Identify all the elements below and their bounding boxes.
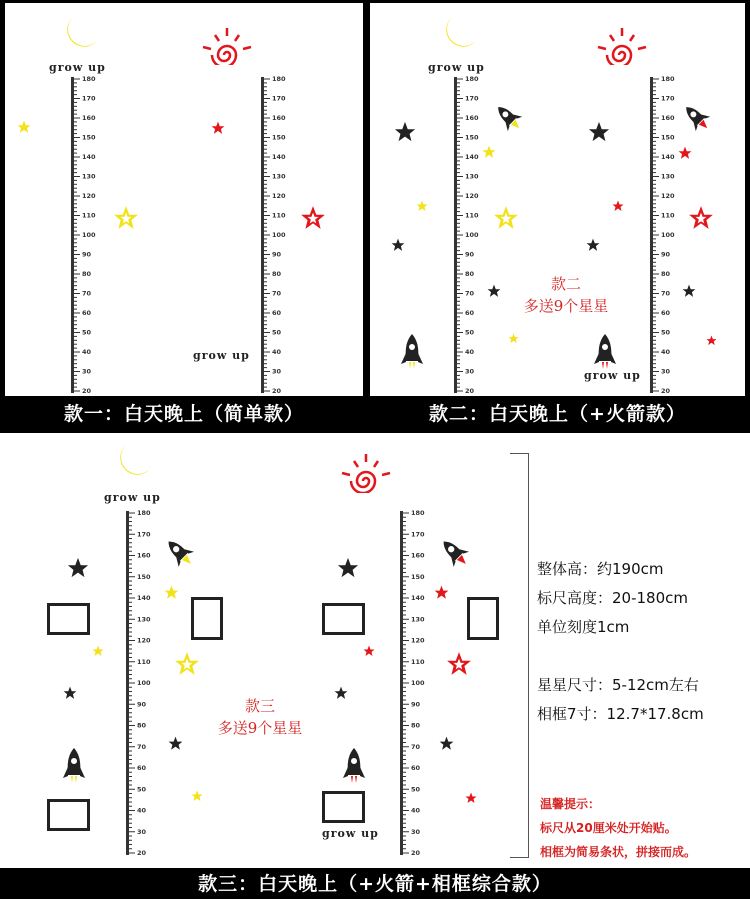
ruler-label: 80 xyxy=(272,270,282,279)
moon-icon xyxy=(57,15,99,51)
ruler-label: 70 xyxy=(465,289,475,298)
ruler-label: 100 xyxy=(661,231,675,240)
ruler-label: 20 xyxy=(137,849,147,857)
star-outline-icon xyxy=(113,205,139,231)
ruler-bar xyxy=(71,77,74,393)
star-icon xyxy=(67,557,89,579)
rocket-icon xyxy=(61,747,87,785)
ruler-label: 60 xyxy=(137,764,147,773)
panel-style-three xyxy=(0,433,750,868)
ruler-label: 180 xyxy=(661,75,675,84)
ruler-label: 120 xyxy=(661,192,675,201)
rocket-icon xyxy=(437,535,473,571)
ruler-label: 50 xyxy=(411,785,421,794)
ruler-label: 160 xyxy=(272,114,286,123)
photo-frame xyxy=(47,799,90,831)
ruler-label: 80 xyxy=(137,721,147,730)
ruler-label: 30 xyxy=(465,367,475,376)
ruler-label: 120 xyxy=(465,192,479,201)
ruler-label: 90 xyxy=(82,250,92,259)
ruler-label: 140 xyxy=(411,594,425,603)
caption-style-three: 款三：白天晚上（+火箭+相框综合款） xyxy=(0,869,750,899)
ruler-label: 50 xyxy=(137,785,147,794)
grow-up-label: grow up xyxy=(584,369,641,382)
ruler-label: 60 xyxy=(465,309,475,318)
ruler-label: 150 xyxy=(661,133,675,142)
rocket-icon xyxy=(341,747,367,785)
star-icon xyxy=(434,585,449,600)
ruler-label: 140 xyxy=(82,153,96,162)
promo-line-2: 多送9个星星 xyxy=(523,297,609,315)
ruler-label: 100 xyxy=(465,231,479,240)
ruler-label: 170 xyxy=(465,94,479,103)
ruler-label: 80 xyxy=(82,270,92,279)
grow-up-label: grow up xyxy=(428,61,485,74)
promo-line-2: 多送9个星星 xyxy=(217,719,303,737)
star-icon xyxy=(678,146,692,160)
star-icon xyxy=(465,792,477,804)
star-icon xyxy=(612,200,624,212)
ruler-label: 180 xyxy=(82,75,96,84)
ruler-label: 80 xyxy=(411,721,421,730)
promo-line-1: 款三 xyxy=(244,697,275,715)
ruler-label: 30 xyxy=(272,367,282,376)
ruler-label: 80 xyxy=(661,270,671,279)
ruler-label: 110 xyxy=(82,211,96,220)
ruler-label: 150 xyxy=(272,133,286,142)
photo-frame xyxy=(47,603,90,635)
ruler-label: 40 xyxy=(465,348,475,357)
ruler-label: 50 xyxy=(82,328,92,337)
ruler-label: 100 xyxy=(82,231,96,240)
ruler-label: 130 xyxy=(661,172,675,181)
star-icon xyxy=(168,736,183,751)
ruler-label: 170 xyxy=(411,530,425,539)
height-ruler-right xyxy=(392,507,432,857)
ruler-label: 20 xyxy=(82,387,92,395)
ruler-label: 170 xyxy=(272,94,286,103)
ruler-label: 140 xyxy=(272,153,286,162)
spec-frame-size: 相框7寸：12.7*17.8cm xyxy=(537,705,704,723)
spec-total-height: 整体高：约190cm xyxy=(537,560,664,578)
star-icon xyxy=(337,557,359,579)
rocket-icon xyxy=(492,101,526,135)
star-outline-icon xyxy=(688,205,714,231)
ruler-label: 30 xyxy=(82,367,92,376)
ruler-label: 180 xyxy=(137,509,151,518)
height-ruler-left xyxy=(446,73,486,395)
ruler-bar xyxy=(650,77,653,393)
ruler-label: 50 xyxy=(272,328,282,337)
grow-up-label: grow up xyxy=(104,491,161,504)
ruler-label: 110 xyxy=(272,211,286,220)
ruler-label: 120 xyxy=(411,636,425,645)
star-icon xyxy=(164,585,179,600)
promo-line-1: 款二 xyxy=(550,275,581,293)
ruler-label: 100 xyxy=(411,679,425,688)
ruler-label: 70 xyxy=(411,742,421,751)
sun-icon xyxy=(336,451,396,493)
promo-text xyxy=(200,695,320,739)
ruler-label: 70 xyxy=(272,289,282,298)
star-icon xyxy=(191,790,203,802)
star-outline-icon xyxy=(174,651,200,677)
star-icon xyxy=(487,284,501,298)
ruler-label: 170 xyxy=(137,530,151,539)
star-icon xyxy=(586,238,600,252)
ruler-label: 130 xyxy=(272,172,286,181)
ruler-label: 140 xyxy=(137,594,151,603)
star-outline-icon xyxy=(300,205,326,231)
rocket-icon xyxy=(399,333,425,371)
ruler-label: 130 xyxy=(137,615,151,624)
height-ruler-right xyxy=(253,73,293,395)
ruler-label: 20 xyxy=(272,387,282,395)
ruler-label: 30 xyxy=(661,367,671,376)
ruler-label: 170 xyxy=(82,94,96,103)
moon-icon xyxy=(110,443,152,479)
promo-text xyxy=(506,273,626,317)
spec-ruler-height: 标尺高度：20-180cm xyxy=(537,589,688,607)
ruler-label: 70 xyxy=(661,289,671,298)
ruler-label: 30 xyxy=(411,827,421,836)
ruler-bar xyxy=(454,77,457,393)
ruler-label: 140 xyxy=(661,153,675,162)
photo-frame xyxy=(322,603,365,635)
star-icon xyxy=(92,645,104,657)
ruler-label: 40 xyxy=(137,806,147,815)
ruler-label: 160 xyxy=(411,551,425,560)
ruler-label: 180 xyxy=(465,75,479,84)
height-ruler-right xyxy=(642,73,682,395)
ruler-label: 50 xyxy=(465,328,475,337)
star-icon xyxy=(63,686,77,700)
ruler-label: 40 xyxy=(272,348,282,357)
ruler-label: 110 xyxy=(411,657,425,666)
height-ruler-left xyxy=(118,507,158,857)
ruler-label: 130 xyxy=(82,172,96,181)
ruler-label: 20 xyxy=(661,387,671,395)
star-icon xyxy=(588,121,610,143)
ruler-label: 90 xyxy=(272,250,282,259)
ruler-label: 150 xyxy=(82,133,96,142)
star-icon xyxy=(439,736,454,751)
ruler-label: 40 xyxy=(411,806,421,815)
ruler-label: 60 xyxy=(661,309,671,318)
sun-icon xyxy=(197,25,257,65)
ruler-label: 160 xyxy=(465,114,479,123)
photo-frame xyxy=(467,597,499,640)
star-icon xyxy=(363,645,375,657)
ruler-label: 60 xyxy=(411,764,421,773)
photo-frame xyxy=(191,597,223,640)
caption-style-one: 款一：白天晚上（简单款） xyxy=(5,399,363,429)
star-icon xyxy=(391,238,405,252)
dimension-bracket xyxy=(510,453,529,858)
spec-unit-scale: 单位刻度1cm xyxy=(537,618,630,636)
ruler-label: 150 xyxy=(465,133,479,142)
ruler-label: 100 xyxy=(137,679,151,688)
photo-frame xyxy=(322,791,365,823)
grow-up-label: grow up xyxy=(49,61,106,74)
ruler-label: 60 xyxy=(82,309,92,318)
grow-up-label: grow up xyxy=(193,349,250,362)
ruler-label: 130 xyxy=(465,172,479,181)
rocket-icon xyxy=(592,333,618,371)
caption-style-two: 款二：白天晚上（+火箭款） xyxy=(370,399,745,429)
spec-star-size: 星星尺寸：5-12cm左右 xyxy=(537,676,699,694)
ruler-label: 170 xyxy=(661,94,675,103)
ruler-label: 120 xyxy=(137,636,151,645)
ruler-bar xyxy=(126,511,129,855)
ruler-label: 80 xyxy=(465,270,475,279)
ruler-label: 20 xyxy=(465,387,475,395)
ruler-bar xyxy=(400,511,403,855)
ruler-label: 160 xyxy=(137,551,151,560)
ruler-label: 60 xyxy=(272,309,282,318)
star-icon xyxy=(17,120,31,134)
ruler-label: 90 xyxy=(661,250,671,259)
ruler-label: 140 xyxy=(465,153,479,162)
ruler-label: 90 xyxy=(411,700,421,709)
rocket-icon xyxy=(680,101,714,135)
ruler-label: 130 xyxy=(411,615,425,624)
ruler-label: 90 xyxy=(137,700,147,709)
sun-icon xyxy=(592,25,652,65)
star-icon xyxy=(682,284,696,298)
ruler-label: 160 xyxy=(661,114,675,123)
tip-line-2: 相框为简易条状，拼接而成。 xyxy=(540,845,697,859)
ruler-label: 40 xyxy=(661,348,671,357)
moon-icon xyxy=(436,15,478,51)
star-icon xyxy=(394,121,416,143)
ruler-label: 70 xyxy=(82,289,92,298)
ruler-label: 90 xyxy=(465,250,475,259)
ruler-label: 110 xyxy=(465,211,479,220)
ruler-label: 120 xyxy=(272,192,286,201)
ruler-label: 50 xyxy=(661,328,671,337)
star-icon xyxy=(211,121,225,135)
ruler-label: 70 xyxy=(137,742,147,751)
ruler-label: 150 xyxy=(411,572,425,581)
ruler-label: 150 xyxy=(137,572,151,581)
tip-line-1: 标尺从20厘米处开始贴。 xyxy=(540,821,677,835)
grow-up-label: grow up xyxy=(322,827,379,840)
ruler-label: 40 xyxy=(82,348,92,357)
ruler-label: 20 xyxy=(411,849,421,857)
star-outline-icon xyxy=(493,205,519,231)
star-icon xyxy=(334,686,348,700)
ruler-label: 110 xyxy=(661,211,675,220)
ruler-label: 180 xyxy=(411,509,425,518)
ruler-label: 30 xyxy=(137,827,147,836)
ruler-bar xyxy=(261,77,264,393)
ruler-label: 180 xyxy=(272,75,286,84)
panel-style-two xyxy=(370,3,745,396)
ruler-label: 110 xyxy=(137,657,151,666)
star-icon xyxy=(706,335,717,346)
ruler-label: 120 xyxy=(82,192,96,201)
star-icon xyxy=(482,145,496,159)
tip-title: 温馨提示： xyxy=(540,797,601,811)
panel-style-one xyxy=(5,3,363,396)
ruler-label: 100 xyxy=(272,231,286,240)
star-icon xyxy=(508,333,519,344)
ruler-label: 160 xyxy=(82,114,96,123)
rocket-icon xyxy=(162,535,198,571)
height-ruler-left xyxy=(63,73,103,395)
star-outline-icon xyxy=(446,651,472,677)
star-icon xyxy=(416,200,428,212)
